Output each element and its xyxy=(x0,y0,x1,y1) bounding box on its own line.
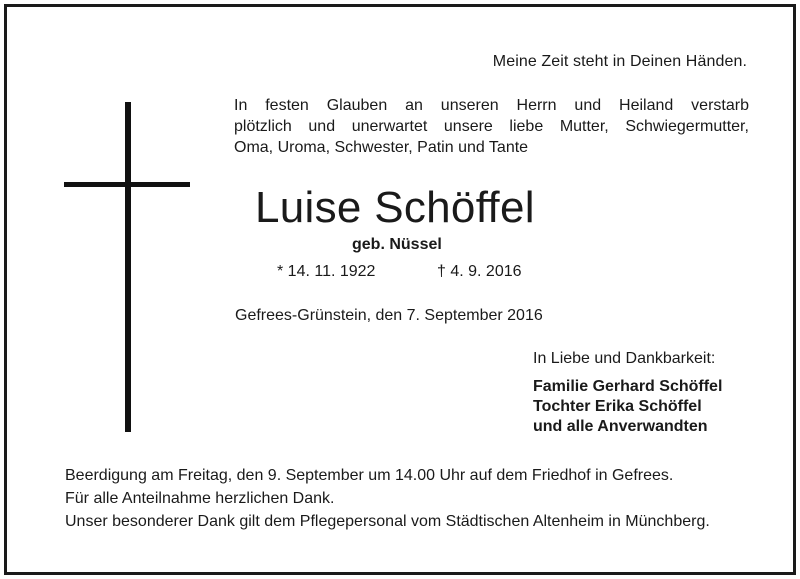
mourner-name: Familie Gerhard Schöffel xyxy=(533,378,723,395)
intro-word: unerwartet xyxy=(351,118,428,135)
intro-word: und xyxy=(574,97,602,114)
intro-text xyxy=(234,95,749,158)
intro-word: plötzlich xyxy=(234,118,292,135)
intro-word: In xyxy=(234,97,248,114)
special-thanks-line: Unser besonderer Dank gilt dem Pflegepersonal vom Städtischen Altenheim in Münchberg. xyxy=(65,513,710,530)
death-date: † 4. 9. 2016 xyxy=(437,263,522,280)
cross-icon xyxy=(125,102,131,432)
intro-word: festen xyxy=(265,97,309,114)
mourners-list xyxy=(533,377,722,437)
intro-line-last: Oma, Uroma, Schwester, Patin und Tante xyxy=(234,139,529,156)
intro-word: Mutter, xyxy=(559,118,609,135)
intro-line xyxy=(234,116,749,137)
mourner-name: und alle Anverwandten xyxy=(533,418,708,435)
obituary-notice xyxy=(4,4,796,575)
birth-date: * 14. 11. 1922 xyxy=(277,263,376,280)
intro-word: Glauben xyxy=(326,97,388,114)
thanks-line: Für alle Anteilnahme herzlichen Dank. xyxy=(65,490,335,507)
intro-word: an xyxy=(405,97,423,114)
intro-word: und xyxy=(308,118,336,135)
footer-text xyxy=(65,464,710,533)
mourners-heading: In Liebe und Dankbarkeit: xyxy=(533,350,716,367)
intro-word: Schwiegermutter, xyxy=(625,118,749,135)
motto: Meine Zeit steht in Deinen Händen. xyxy=(492,53,747,70)
intro-word: verstarb xyxy=(691,97,749,114)
deceased-name: Luise Schöffel xyxy=(255,183,535,232)
intro-line xyxy=(234,95,749,116)
funeral-info: Beerdigung am Freitag, den 9. September um 14.00 Uhr auf dem Friedhof in Gefrees. xyxy=(65,467,674,484)
intro-word: unseren xyxy=(440,97,499,114)
mourner-name: Tochter Erika Schöffel xyxy=(533,398,702,415)
intro-word: unsere xyxy=(443,118,493,135)
intro-word: liebe xyxy=(509,118,544,135)
place-and-date: Gefrees-Grünstein, den 7. September 2016 xyxy=(235,307,543,324)
intro-word: Heiland xyxy=(619,97,674,114)
maiden-name: geb. Nüssel xyxy=(352,236,442,253)
cross-icon-crossbar xyxy=(64,182,190,187)
intro-word: Herrn xyxy=(516,97,557,114)
